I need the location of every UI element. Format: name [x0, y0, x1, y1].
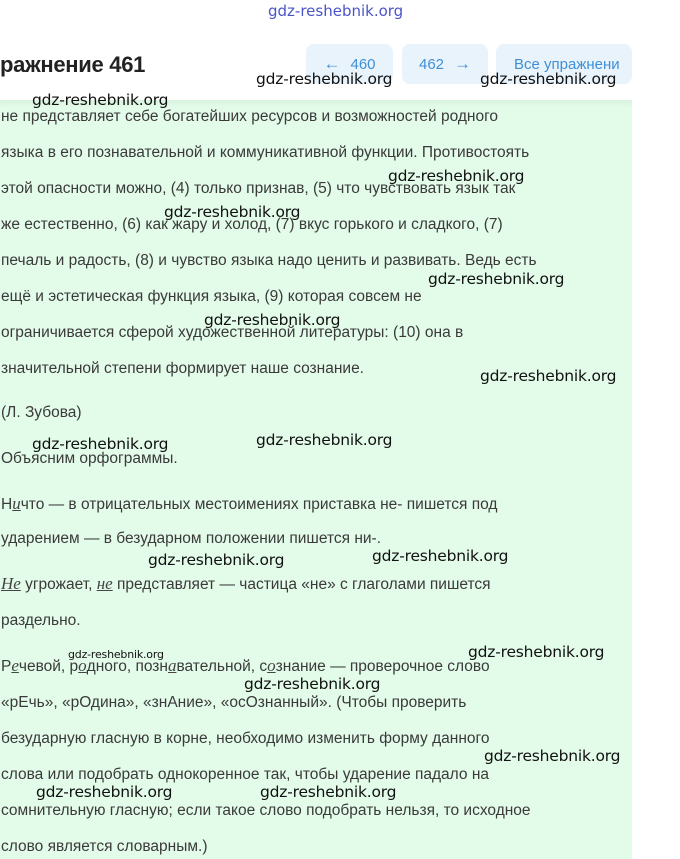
text-line: значительной степени формирует наше сознание.: [1, 360, 364, 377]
watermark: gdz-reshebnik.org: [148, 551, 285, 569]
watermark: gdz-reshebnik.org: [260, 783, 397, 801]
next-exercise-label: 462: [418, 55, 445, 73]
watermark: gdz-reshebnik.org: [480, 367, 617, 385]
watermark: gdz-reshebnik.org: [256, 70, 393, 88]
text-line: ограничивается сферой художественной литературы: (10) она в: [1, 324, 464, 341]
watermark: gdz-reshebnik.org: [244, 675, 381, 693]
watermark: gdz-reshebnik.org: [468, 643, 605, 661]
text-line: «рЕчь», «рОдина», «знАние», «осОзнанный». (Чтобы проверить: [1, 694, 467, 711]
text-line: слово является словарным.): [1, 838, 208, 855]
solution-content: [0, 100, 632, 859]
all-exercises-label: Все упражнени: [514, 55, 620, 73]
watermark: gdz-reshebnik.org: [164, 203, 301, 221]
text-line: безударную гласную в корне, необходимо изменить форму данного: [1, 730, 490, 747]
text-line: Ничто — в отрицательных местоимениях приставка не- пишется под: [1, 494, 498, 513]
arrow-right-icon: →: [454, 54, 472, 73]
site-watermark-top: gdz-reshebnik.org: [268, 2, 404, 20]
author-credit: (Л. Зубова): [1, 404, 82, 421]
page-title: ражнение 461: [0, 52, 146, 77]
next-exercise-button[interactable]: [402, 44, 488, 84]
watermark: gdz-reshebnik.org: [32, 91, 169, 109]
arrow-left-icon: ←: [323, 54, 341, 73]
watermark: gdz-reshebnik.org: [484, 747, 621, 765]
watermark: gdz-reshebnik.org: [388, 167, 525, 185]
text-line: Не угрожает, не представляет — частица «не» с глаголами пишется: [1, 574, 491, 593]
text-line: не представляет себе богатейших ресурсов и возможностей родного: [1, 108, 499, 125]
prev-exercise-label: 460: [350, 55, 376, 73]
watermark: gdz-reshebnik.org: [372, 547, 509, 565]
text-line: языка в его познавательной и коммуникативной функции. Противостоять: [1, 144, 530, 161]
watermark: gdz-reshebnik.org: [36, 783, 173, 801]
text-line: ещё и эстетическая функция языка, (9) которая совсем не: [1, 288, 422, 305]
watermark: gdz-reshebnik.org: [32, 435, 169, 453]
watermark: gdz-reshebnik.org: [68, 648, 164, 661]
text-line: этой опасности можно, (4) только признав, (5) что чувствовать язык так: [1, 180, 516, 197]
text-line: сомнительную гласную; если такое слово подобрать нельзя, то исходное: [1, 802, 531, 819]
section-heading: Объясним орфограммы.: [1, 450, 178, 467]
text-line: слова или подобрать однокоренное так, чтобы ударение падало на: [1, 766, 490, 783]
watermark: gdz-reshebnik.org: [428, 270, 565, 288]
watermark: gdz-reshebnik.org: [204, 311, 341, 329]
text-line: Речевой, родного, познавательной, сознание — проверочное слово: [1, 656, 490, 675]
text-line: печаль и радость, (8) и чувство языка надо ценить и развивать. Ведь есть: [1, 252, 537, 269]
text-line: же естественно, (6) как жару и холод, (7) вкус горького и сладкого, (7): [1, 216, 503, 233]
watermark: gdz-reshebnik.org: [480, 70, 617, 88]
text-line: раздельно.: [1, 612, 81, 629]
watermark: gdz-reshebnik.org: [256, 431, 393, 449]
text-line: ударением — в безударном положении пишется ни-.: [1, 530, 382, 547]
